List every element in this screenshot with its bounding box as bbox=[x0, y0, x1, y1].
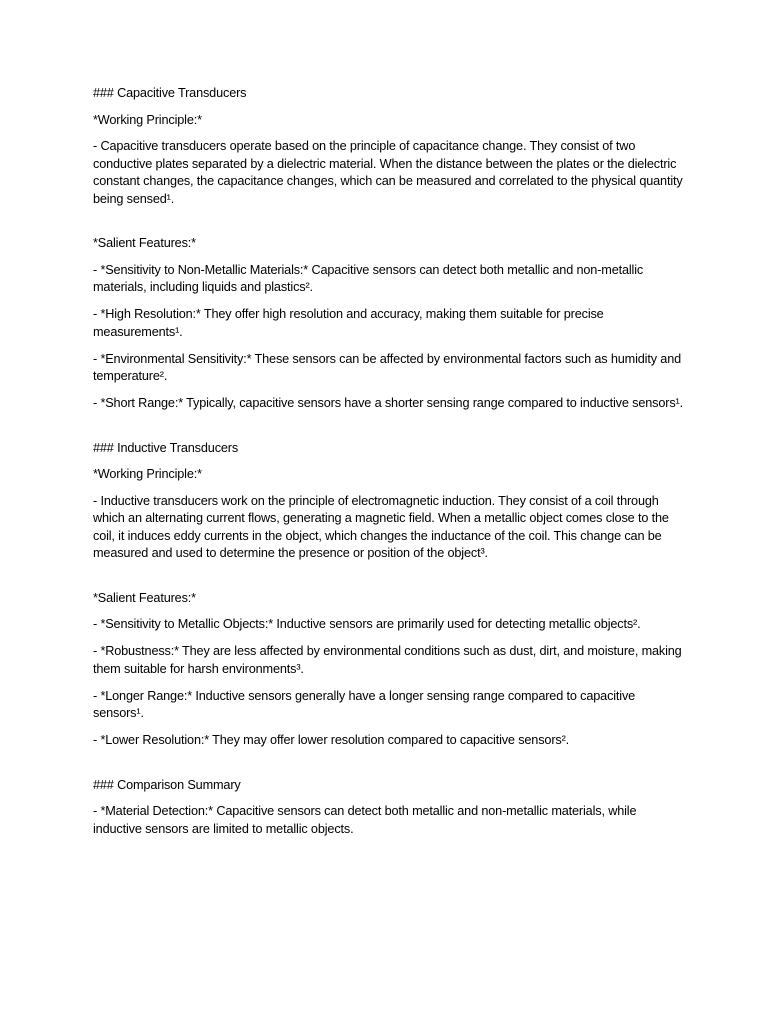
capacitive-feature-item: - *Environmental Sensitivity:* These sensors can be affected by environmental factors such as humidity and temperature². bbox=[93, 351, 682, 383]
inductive-feature-item: - *Robustness:* They are less affected by environmental conditions such as dust, dirt, and moisture, making them suitable for harsh environments³. bbox=[93, 644, 682, 676]
inductive-heading: ### Inductive Transducers bbox=[93, 440, 239, 455]
spacer bbox=[93, 750, 683, 777]
inductive-features-label: *Salient Features:* bbox=[93, 590, 196, 605]
spacer bbox=[93, 413, 683, 440]
document-page bbox=[93, 85, 683, 838]
capacitive-working-label: *Working Principle:* bbox=[93, 112, 202, 127]
comparison-item: - *Material Detection:* Capacitive sensors can detect both metallic and non-metallic materials, while inductive sensors are limited to metallic objects. bbox=[93, 804, 637, 836]
inductive-feature-item: - *Longer Range:* Inductive sensors generally have a longer sensing range compared to capacitive sensors¹. bbox=[93, 688, 636, 720]
spacer bbox=[93, 563, 683, 590]
inductive-feature-item: - *Lower Resolution:* They may offer lower resolution compared to capacitive sensors². bbox=[93, 733, 570, 747]
comparison-heading: ### Comparison Summary bbox=[93, 777, 241, 792]
capacitive-feature-item: - *Short Range:* Typically, capacitive sensors have a shorter sensing range compared to inductive sensors¹. bbox=[93, 396, 683, 410]
inductive-feature-item: - *Sensitivity to Metallic Objects:* Inductive sensors are primarily used for detecting metallic objects². bbox=[93, 617, 641, 631]
capacitive-working-text: - Capacitive transducers operate based on the principle of capacitance change. They consist of two conductive plates separated by a dielectric material. When the distance between the plates or the dielectric constant changes, the capacitance changes, which can be measured and correlated to the physical quantity being sensed¹. bbox=[93, 139, 683, 206]
capacitive-heading: ### Capacitive Transducers bbox=[93, 86, 247, 100]
inductive-working-text: - Inductive transducers work on the principle of electromagnetic induction. They consist of a coil through which an alternating current flows, generating a magnetic field. When a metallic object comes close to the coil, it induces eddy currents in the object, which changes the inductance of the coil. This change can be measured and used to determine the presence or position of the object³. bbox=[93, 493, 669, 560]
capacitive-features-label: *Salient Features:* bbox=[93, 236, 196, 250]
inductive-working-label: *Working Principle:* bbox=[93, 467, 202, 481]
capacitive-feature-item: - *Sensitivity to Non-Metallic Materials:* Capacitive sensors can detect both metallic and non-metallic materials, including liquids and plastics². bbox=[93, 262, 644, 294]
capacitive-feature-item: - *High Resolution:* They offer high resolution and accuracy, making them suitable for precise measurements¹. bbox=[93, 307, 604, 339]
spacer bbox=[93, 208, 683, 235]
